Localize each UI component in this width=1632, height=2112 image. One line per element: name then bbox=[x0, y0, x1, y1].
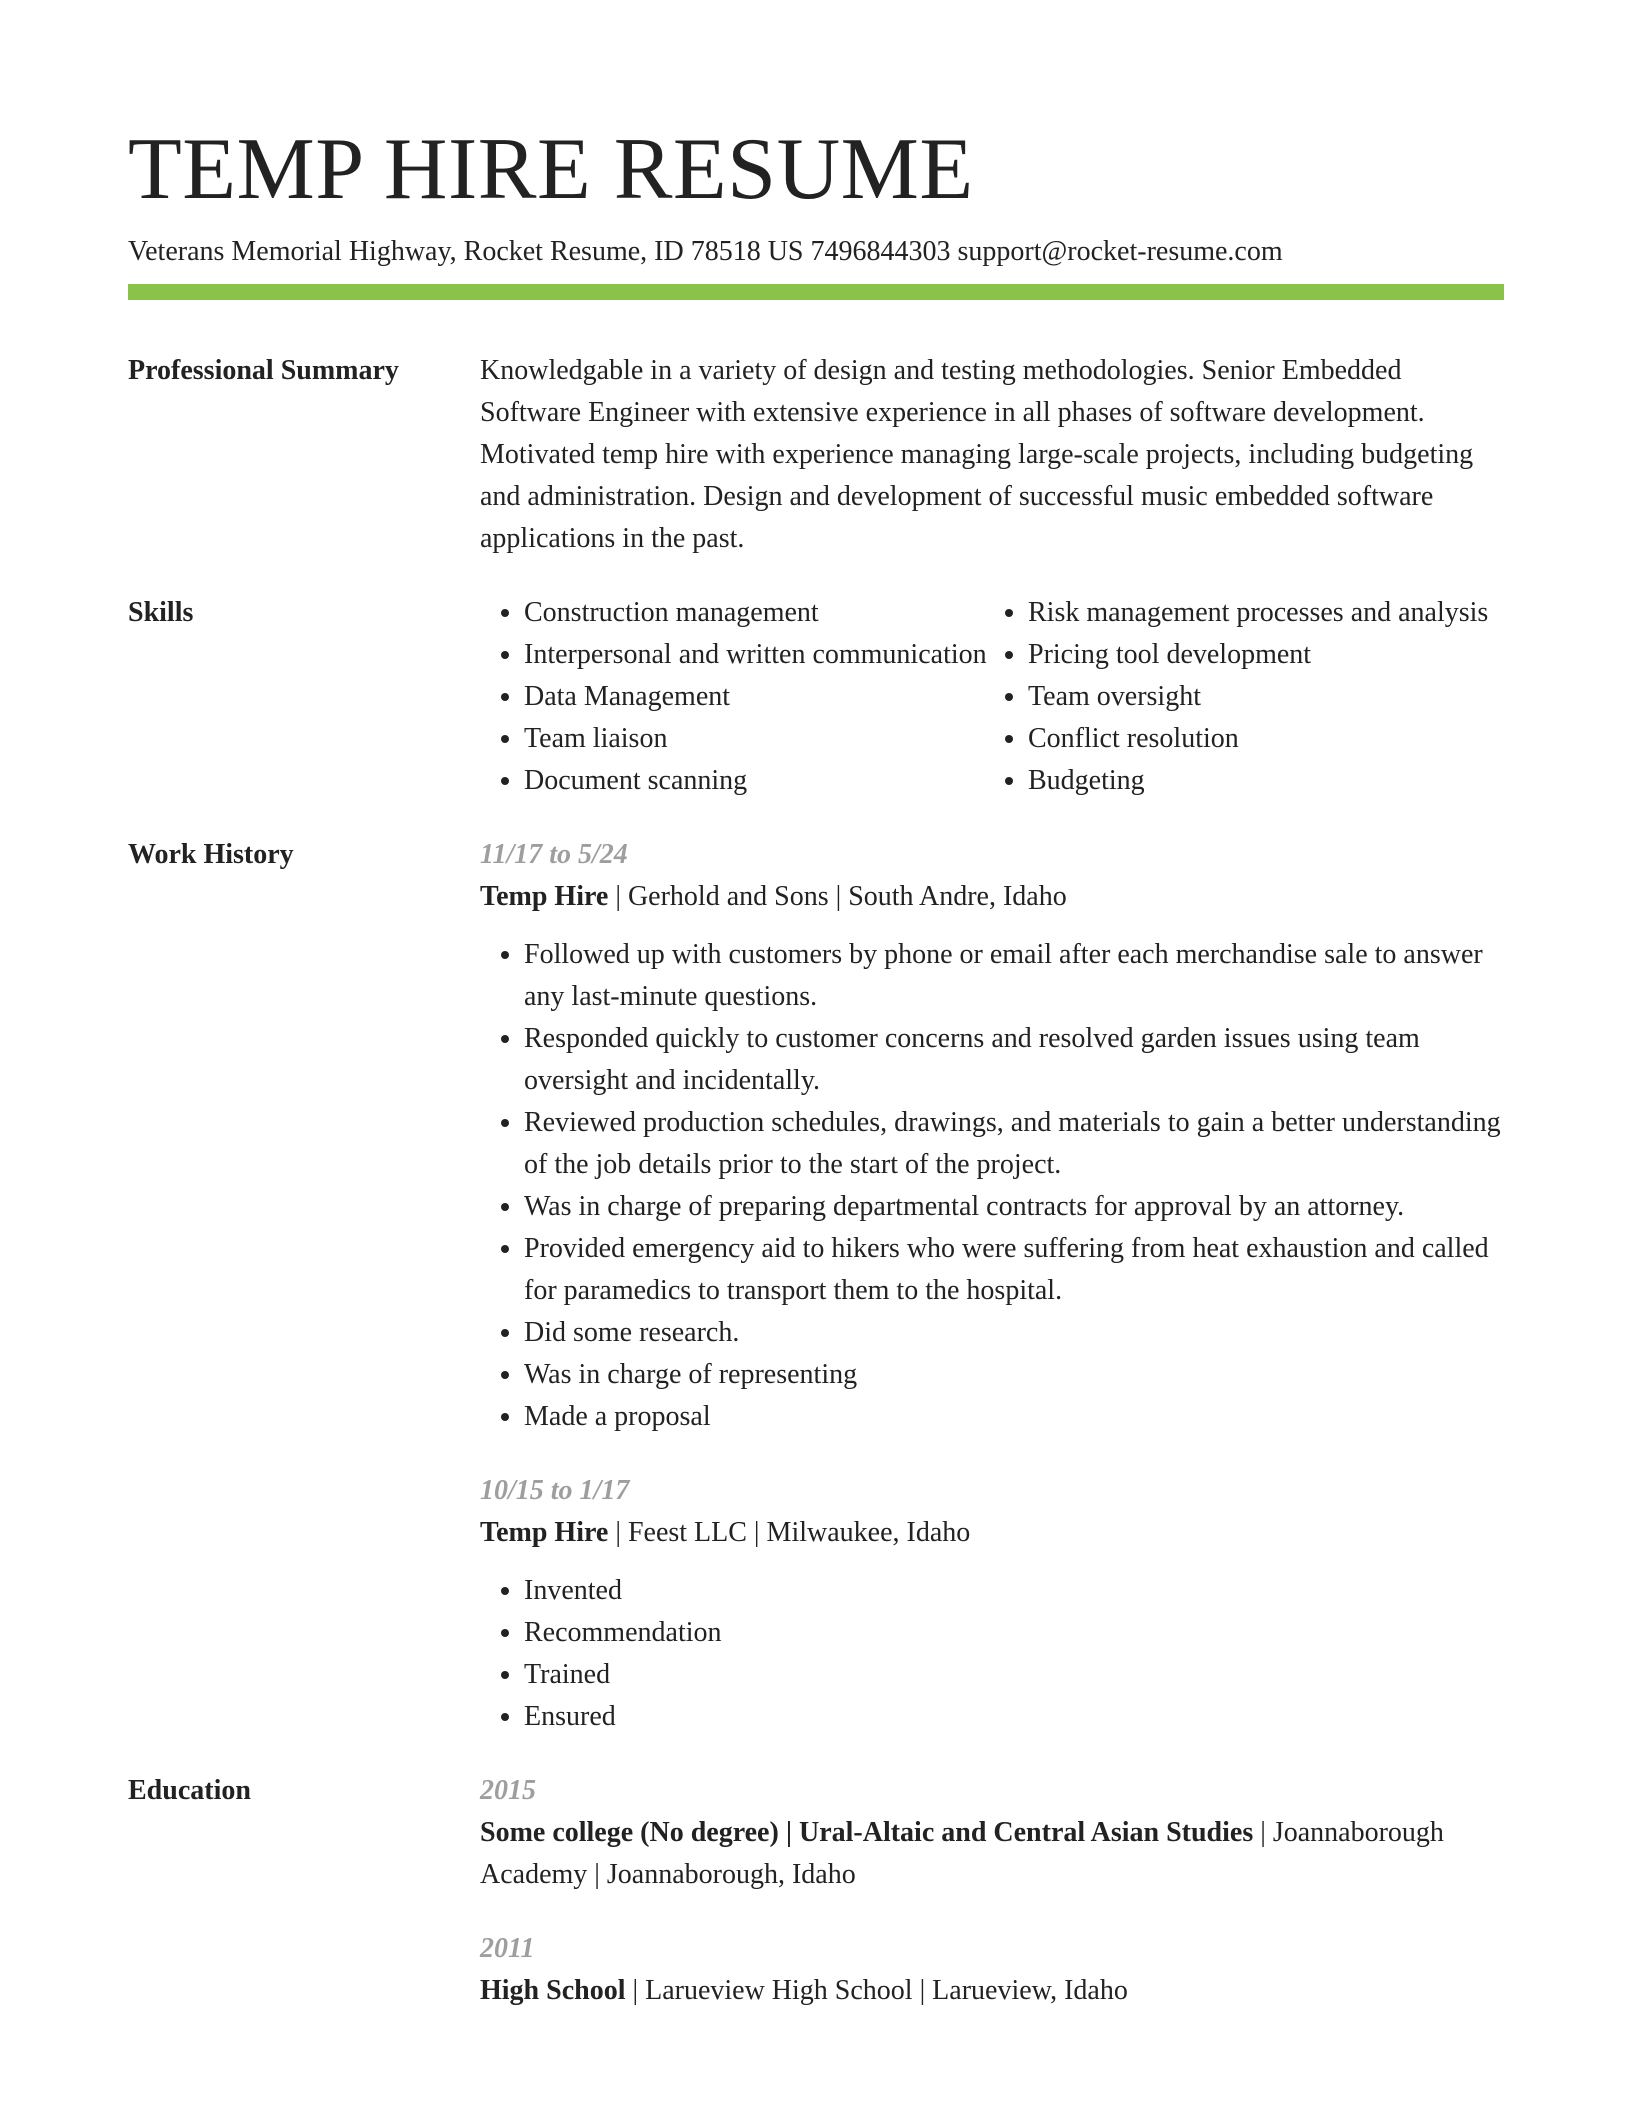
job-dates: 10/15 to 1/17 bbox=[480, 1475, 630, 1506]
resume-title: TEMP HIRE RESUME bbox=[128, 121, 974, 218]
duty-item: • Was in charge of preparing departmental contracts for approval by an attorney. bbox=[524, 1186, 1504, 1228]
job-entry bbox=[480, 1470, 1504, 1738]
skill-item: • Team liaison bbox=[524, 718, 984, 760]
work-history-section bbox=[128, 834, 1504, 1738]
skills-section bbox=[128, 592, 1504, 802]
education-year: 2015 bbox=[480, 1775, 536, 1806]
skill-item: • Document scanning bbox=[524, 760, 984, 802]
education-degree: High School bbox=[480, 1975, 626, 2006]
job-details: | Gerhold and Sons | South Andre, Idaho bbox=[608, 881, 1067, 912]
skill-item: • Construction management bbox=[524, 592, 984, 634]
education-year: 2011 bbox=[480, 1933, 535, 1964]
contact-email: support@rocket-resume.com bbox=[957, 236, 1283, 267]
skill-item: • Risk management processes and analysis bbox=[1028, 592, 1504, 634]
job-duties bbox=[480, 1570, 1504, 1738]
education-section bbox=[128, 1770, 1504, 2012]
education-details: | Joannaborough Academy | Joannaborough, Idaho bbox=[480, 1817, 1444, 1890]
education-degree: Some college (No degree) | Ural-Altaic and Central Asian Studies bbox=[480, 1817, 1254, 1848]
job-heading bbox=[480, 876, 1504, 918]
skills-column-1 bbox=[480, 592, 987, 802]
header-divider bbox=[128, 284, 1504, 300]
education-heading: Education bbox=[128, 1775, 251, 1806]
summary-body bbox=[480, 350, 1504, 560]
job-heading bbox=[480, 1512, 1504, 1554]
skill-item: • Conflict resolution bbox=[1028, 718, 1504, 760]
duty-item: • Reviewed production schedules, drawings, and materials to gain a better understanding of the job details prior to the start of the project. bbox=[524, 1102, 1504, 1186]
contact-line bbox=[128, 234, 1504, 270]
duty-item: • Invented bbox=[524, 1570, 1504, 1612]
duty-item: • Ensured bbox=[524, 1696, 1504, 1738]
skill-item: • Data Management bbox=[524, 676, 984, 718]
summary-heading: Professional Summary bbox=[128, 355, 399, 386]
skill-item: • Budgeting bbox=[1028, 760, 1504, 802]
duty-item: • Responded quickly to customer concerns and resolved garden issues using team oversight and incidentally. bbox=[524, 1018, 1504, 1102]
skills-columns bbox=[480, 592, 1504, 802]
job-entry bbox=[480, 834, 1504, 1438]
skill-item: • Interpersonal and written communication bbox=[524, 634, 984, 676]
duty-item: • Was in charge of representing bbox=[524, 1354, 1504, 1396]
duty-item: • Recommendation bbox=[524, 1612, 1504, 1654]
duty-item: • Provided emergency aid to hikers who were suffering from heat exhaustion and called for paramedics to transport them to the hospital. bbox=[524, 1228, 1504, 1312]
skill-item: • Pricing tool development bbox=[1028, 634, 1504, 676]
duty-item: • Did some research. bbox=[524, 1312, 1504, 1354]
skill-item: • Team oversight bbox=[1028, 676, 1504, 718]
education-entry bbox=[480, 1928, 1504, 2012]
duty-item: • Trained bbox=[524, 1654, 1504, 1696]
work-history-body bbox=[480, 834, 1504, 1738]
duty-item: • Followed up with customers by phone or email after each merchandise sale to answer any last-minute questions. bbox=[524, 934, 1504, 1018]
education-body bbox=[480, 1770, 1504, 2012]
skills-body bbox=[480, 592, 1504, 802]
summary-section bbox=[128, 350, 1504, 560]
job-title: Temp Hire bbox=[480, 881, 609, 912]
skills-heading: Skills bbox=[128, 597, 194, 628]
education-heading-line bbox=[480, 1812, 1504, 1896]
work-history-heading: Work History bbox=[128, 839, 294, 870]
education-heading-line bbox=[480, 1970, 1504, 2012]
summary-text: Knowledgable in a variety of design and testing methodologies. Senior Embedded Software Engineer with extensive experience in all phases of software development. Motivated temp hire with experience managing large-scale projects, including budgeting and administration. Design and development of successful music embedded software applications in the past. bbox=[480, 355, 1474, 554]
job-title: Temp Hire bbox=[480, 1517, 609, 1548]
contact-address: Veterans Memorial Highway, Rocket Resume, ID 78518 US bbox=[128, 236, 804, 267]
contact-phone: 7496844303 bbox=[810, 236, 951, 267]
education-entry bbox=[480, 1770, 1504, 1896]
job-dates: 11/17 to 5/24 bbox=[480, 839, 628, 870]
education-details: | Larueview High School | Larueview, Idaho bbox=[625, 1975, 1128, 2006]
skills-column-2 bbox=[984, 592, 1504, 802]
job-duties bbox=[480, 934, 1504, 1438]
duty-item: • Made a proposal bbox=[524, 1396, 1504, 1438]
job-details: | Feest LLC | Milwaukee, Idaho bbox=[608, 1517, 971, 1548]
